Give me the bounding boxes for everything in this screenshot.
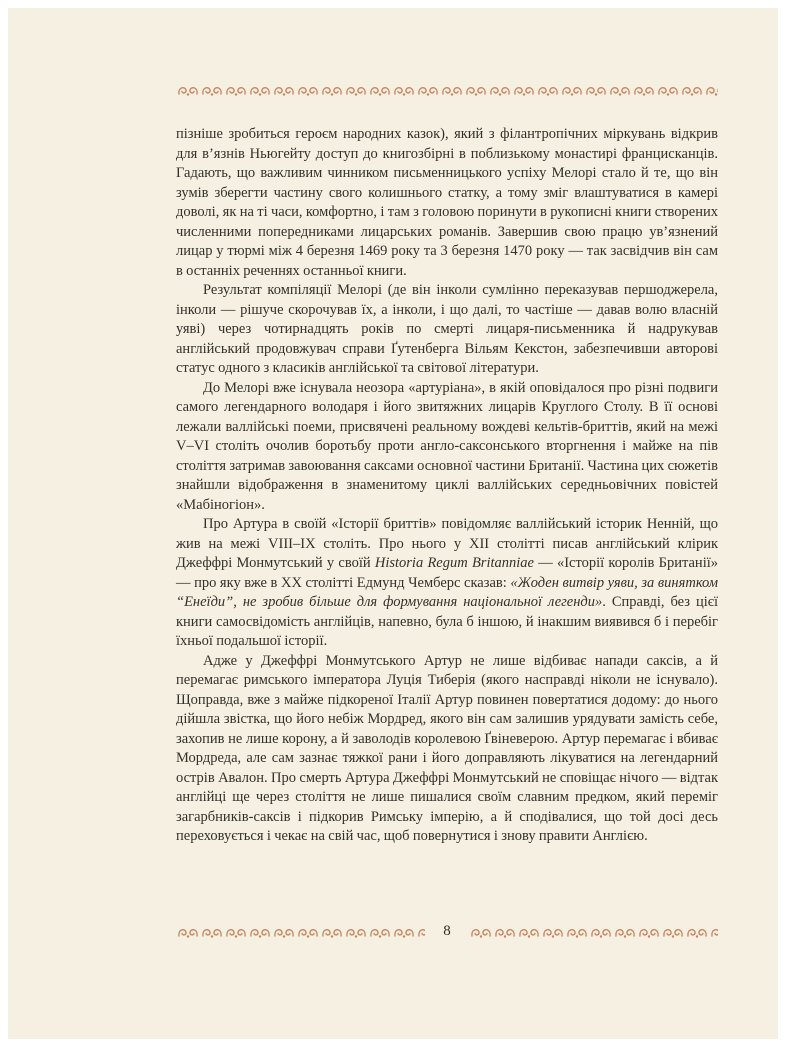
- floral-scroll-band-icon: [176, 926, 425, 939]
- text-block: [176, 125, 718, 847]
- paragraph-text: — «Історії королів Британії» — про яку вже в XX столітті Едмунд Чемберс сказав:: [176, 555, 719, 591]
- paragraph-text: Адже у Джеффрі Монмутського Артур не лише відбиває напади саксів, а й перемагає римського імператора Луція Тиберія (якого насправді ніколи не існувало). Щоправда, вже з майже підкореної Італії Артур повинен повертатися додому: до нього дійшла звістка, що його небіж Мордред, якого він сам залишив урядувати замість себе, захопив не лише корону, а й заволодів королевою Ґвіневерою. Артур перемагає і вбиває Мордреда, але сам зазнає тяжкої рани і його доправляють лікуватися на легендарний острів Авалон. Про смерть Артура Джеффрі Монмутський не сповіщає нічого — відтак англійці ще через століття не лише пишалися своїм славним предком, який переміг загарбників-саксів і підкорив Римську імперію, а й сподівалися, що той досі десь переховується і чекає на свій час, щоб повернутися і знову правити Англією.: [176, 652, 718, 844]
- paragraph: [176, 652, 718, 847]
- ornament-band-bottom-right: [469, 926, 718, 939]
- paragraph-text-italic: «Жоден витвір уяви, за винятком “Енеїди”, не зробив більше для формування національної легенди»: [176, 574, 719, 610]
- paragraph-text: . Справді, без цієї книги самосвідомість англійців, напевно, була б іншою, й інакшим виявився б і перебіг їхньої подальшої історії.: [176, 594, 718, 649]
- page-footer: [176, 924, 718, 940]
- paragraph-text-italic: Historia Regum Britanniae: [374, 555, 534, 571]
- paragraph-text: До Мелорі вже існувала неозора «артуріана», в якій оповідалося про різні подвиги самого легендарного володаря і його звитяжних лицарів Круглого Столу. В її основі лежали валлійські поеми, присвячені реальному вождеві кельтів-бриттів, який на межі V–VI століть очолив боротьбу проти англо-саксонського вторгнення і майже на пів століття затримав завоювання саксами основної частини Британії. Частина цих сюжетів знайшли відображення в знаменитому циклі валлійських середньовічних повістей «Мабіногіон».: [176, 379, 718, 513]
- floral-scroll-band-icon: [469, 926, 718, 939]
- book-page: [8, 8, 778, 1039]
- page-number: 8: [443, 923, 451, 939]
- ornament-band-bottom-left: [176, 926, 425, 939]
- ornament-band-top: [176, 84, 718, 97]
- paragraph: [176, 125, 718, 281]
- paragraph-text: пізніше зробиться героєм народних казок), який з філантропічних міркувань відкрив для в’язнів Ньюгейту доступ до книгозбірні в поблизькому монастирі францисканців. Гадають, що важливим чинником письменницького успіху Мелорі стало й те, що він зумів зберегти частину свого колишнього статку, а тому зміг влаштуватися в камері доволі, як на ті часи, комфортно, і там з головою поринути в рукописні книги створених численними попередниками лицарських романів. Завершив свою працю ув’язнений лицар у тюрмі між 4 березня 1469 року та 3 березня 1470 року — так засвідчив він сам в останніх реченнях останньої книги.: [176, 126, 718, 279]
- floral-scroll-band-icon: [176, 84, 718, 97]
- paragraph-text: Про Артура в своїй «Історії бриттів» повідомляє валлійський історик Ненній, що жив на межі VIII–IX століть. Про нього у XII столітті писав англійський клірик Джеффрі Монмутський у своїй: [176, 516, 718, 571]
- paragraph: [176, 515, 718, 652]
- paragraph: [176, 281, 718, 379]
- paragraph-text: Результат компіляції Мелорі (де він інколи сумлінно переказував першоджерела, інколи — рішуче скорочував їх, а інколи, і що далі, то частіше — давав волю власній уяві) через чотирнадцять років по смерті лицаря-письменника й надрукував англійський продовжувач справи Ґутенберга Вільям Кекстон, забезпечивши авторові статус одного з класиків англійської та світової літератури.: [176, 282, 718, 376]
- paragraph: [176, 379, 718, 516]
